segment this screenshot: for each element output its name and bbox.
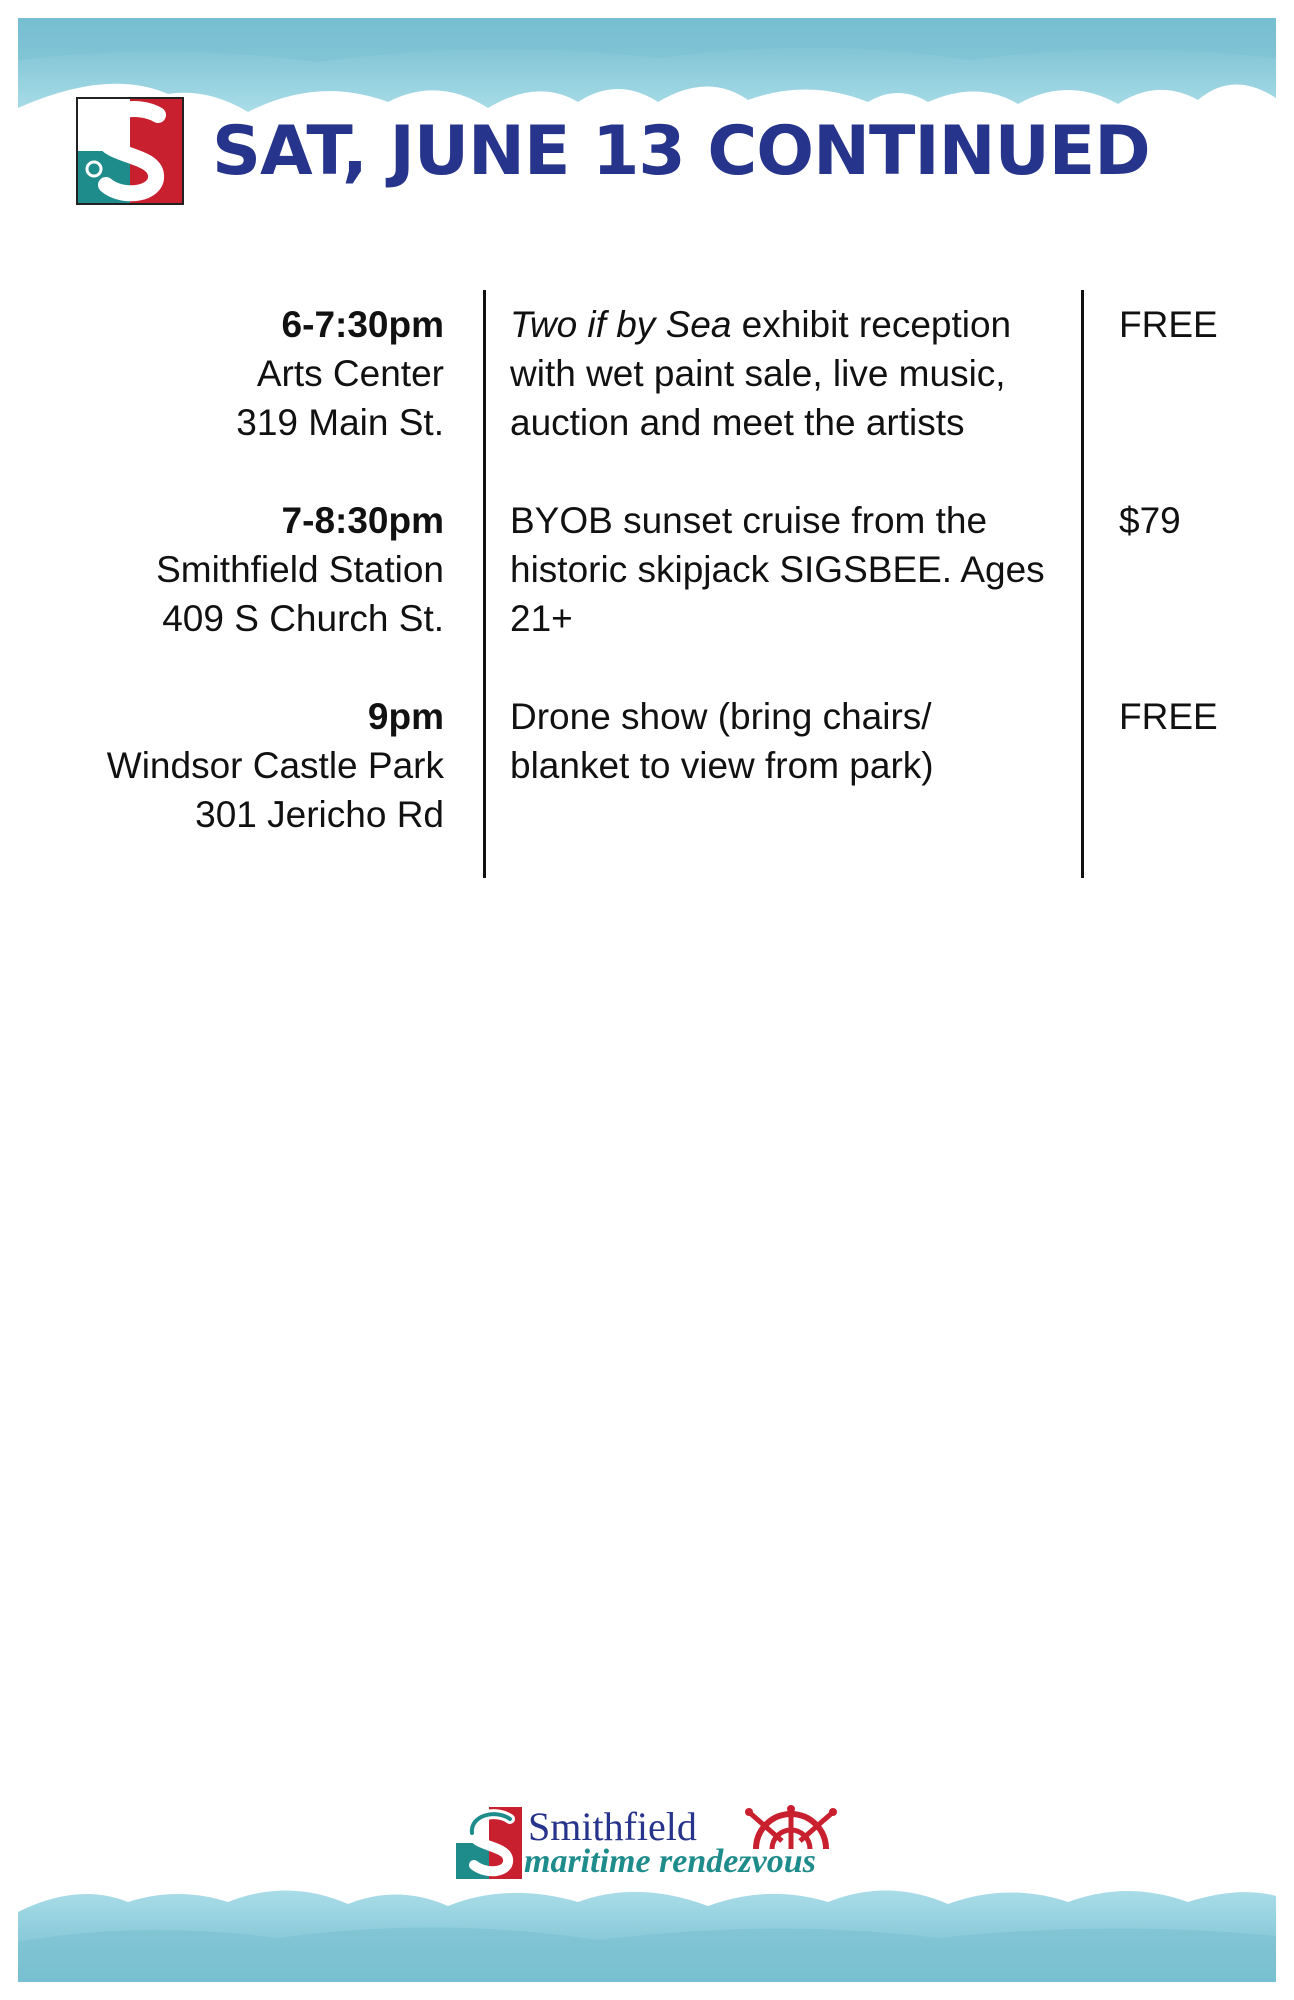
description-text: historic skipjack SIGSBEE. Ages xyxy=(510,549,1045,590)
page-title: SAT, JUNE 13 CONTINUED xyxy=(212,111,1150,191)
ship-wheel-icon xyxy=(742,1805,840,1851)
event-price: $79 xyxy=(1119,500,1181,541)
exhibit-title: Two if by Sea xyxy=(510,304,732,345)
brand-name: Smithfield xyxy=(528,1804,697,1849)
event-when-where xyxy=(236,300,444,447)
event-address: 301 Jericho Rd xyxy=(195,794,444,835)
event-address: 409 S Church St. xyxy=(162,598,444,639)
event-venue: Windsor Castle Park xyxy=(106,745,444,786)
brand-subtitle: maritime rendezvous xyxy=(524,1843,816,1880)
description-text: auction and meet the artists xyxy=(510,402,965,443)
description-text: Drone show (bring chairs/ xyxy=(510,696,932,737)
event-price: FREE xyxy=(1119,304,1218,345)
smithfield-s-logo-icon xyxy=(456,1807,522,1879)
event-venue: Arts Center xyxy=(256,353,444,394)
description-text: exhibit reception xyxy=(731,304,1012,345)
event-time: 7-8:30pm xyxy=(281,500,444,541)
page-header xyxy=(76,95,1150,207)
event-description xyxy=(510,496,1070,643)
event-when-where xyxy=(156,496,444,643)
event-address: 319 Main St. xyxy=(236,402,444,443)
column-divider xyxy=(483,290,486,878)
smithfield-s-logo-icon xyxy=(76,97,184,205)
description-text: blanket to view from park) xyxy=(510,745,934,786)
event-time: 9pm xyxy=(367,696,444,737)
event-when-where xyxy=(107,692,444,839)
event-venue: Smithfield Station xyxy=(156,549,444,590)
column-divider xyxy=(1081,290,1084,878)
description-text: 21+ xyxy=(510,598,573,639)
event-price: FREE xyxy=(1119,696,1218,737)
description-text: BYOB sunset cruise from the xyxy=(510,500,988,541)
event-description xyxy=(510,692,1070,790)
bottom-wave-banner xyxy=(18,1872,1276,1982)
event-time: 6-7:30pm xyxy=(281,304,444,345)
event-description xyxy=(510,300,1070,447)
description-text: with wet paint sale, live music, xyxy=(510,353,1006,394)
